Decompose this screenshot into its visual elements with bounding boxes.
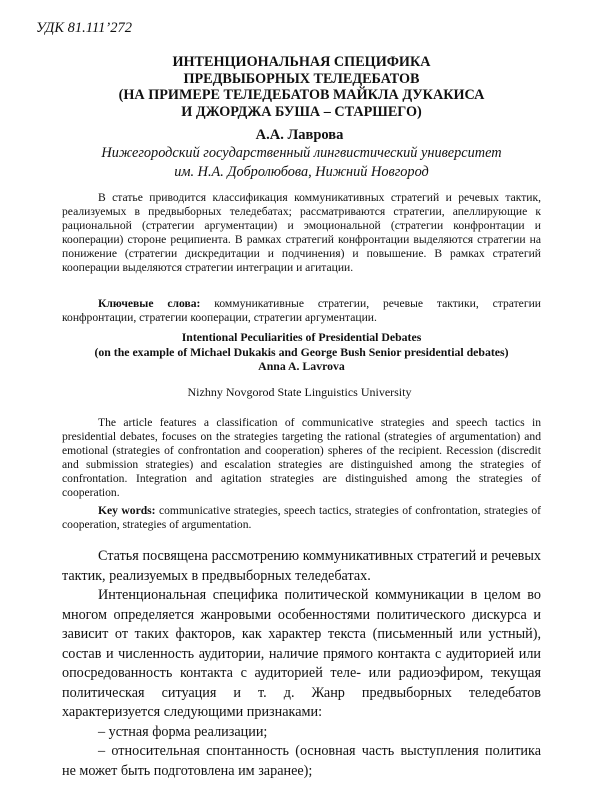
russian-affiliation-line: Нижегородский государственный лингвистический университет — [101, 145, 502, 161]
russian-affiliation-line: им. Н.А. Добролюбова, Нижний Новгород — [174, 164, 429, 180]
english-keywords-label: Key words: — [98, 504, 156, 517]
english-abstract — [62, 416, 541, 501]
russian-title — [62, 54, 541, 120]
body-list-item: – относительная спонтанность (основная часть выступления политика не может быть подготовлена им заранее); — [62, 743, 541, 779]
udc-code: УДК 81.111’272 — [36, 20, 132, 36]
english-keywords-text: communicative strategies, speech tactics, strategies of confrontation, strategies of cooperation, strategies of argumentation. — [62, 504, 541, 532]
russian-title-line: ИНТЕНЦИОНАЛЬНАЯ СПЕЦИФИКА — [172, 54, 431, 70]
body-paragraph: Интенциональная специфика политической коммуникации в целом во многом определяется жанровыми особенностями политического дискурса и зависит от таких факторов, как характер текста (письменный или устный), состав и численность аудитории, наличие прямого контакта с аудиторией или опосредованность контакта с аудиторией теле- или радиоэфиром, текущая политическая ситуация и т. д. Жанр предвыборных теледебатов характеризуется следующими признаками: — [62, 587, 541, 720]
article-body — [62, 547, 541, 781]
body-paragraph: Статья посвящена рассмотрению коммуникативных стратегий и речевых тактик, реализуемых в предвыборных теледебатах. — [62, 548, 541, 584]
russian-title-line: ПРЕДВЫБОРНЫХ ТЕЛЕДЕБАТОВ — [183, 70, 420, 87]
russian-affiliation — [62, 144, 541, 182]
english-title-line: Intentional Peculiarities of Presidential Debates — [181, 330, 422, 344]
english-keywords-paragraph — [62, 504, 541, 532]
russian-abstract — [62, 191, 541, 276]
russian-title-line: (НА ПРИМЕРЕ ТЕЛЕДЕБАТОВ МАЙКЛА ДУКАКИСА — [118, 87, 485, 103]
english-abstract-text: The article features a classification of communicative strategies and speech tactics in presidential debates, focuses on the strategies targeting the rational (strategies of argumentation) and emotional (strategies of confrontation and cooperation) spheres of the recipient. Recession (discredit and submission strategies) and escalation strategies are distinguished among the strategies of confrontation. Integration and agitation strategies are distinguished among the strategies of cooperation. — [62, 416, 541, 500]
english-author: Anna A. Lavrova — [258, 359, 345, 373]
russian-keywords-label: Ключевые слова: — [98, 297, 201, 310]
english-title-line: (on the example of Michael Dukakis and George Bush Senior presidential debates) — [94, 344, 509, 359]
russian-title-line: И ДЖОРДЖА БУША – СТАРШЕГО) — [181, 103, 422, 120]
russian-abstract-text: В статье приводится классификация коммуникативных стратегий и речевых тактик, реализуемых в предвыборных теледебатах; рассматриваются стратегии, апеллирующие к рациональной (стратегии аргументации) и эмоциональной (стратегии конфронтации и кооперации) стороне реципиента. В рамках стратегий конфронтации выделяются стратегии на понижение (стратегии дискредитации и подчинения) и повышение. В рамках стратегий кооперации выделяются стратегии интеграции и агитации. — [62, 191, 541, 275]
english-keywords — [62, 504, 541, 532]
russian-keywords-paragraph — [62, 297, 541, 325]
russian-author: А.А. Лаврова — [255, 127, 344, 143]
russian-keywords-text: коммуникативные стратегии, речевые тактики, стратегии конфронтации, стратегии кооперации, стратегии аргументации. — [62, 297, 541, 325]
english-title — [62, 330, 541, 374]
english-affiliation: Nizhny Novgorod State Linguistics University — [187, 385, 412, 399]
russian-keywords — [62, 297, 541, 325]
body-list-item: – устная форма реализации; — [98, 723, 268, 740]
